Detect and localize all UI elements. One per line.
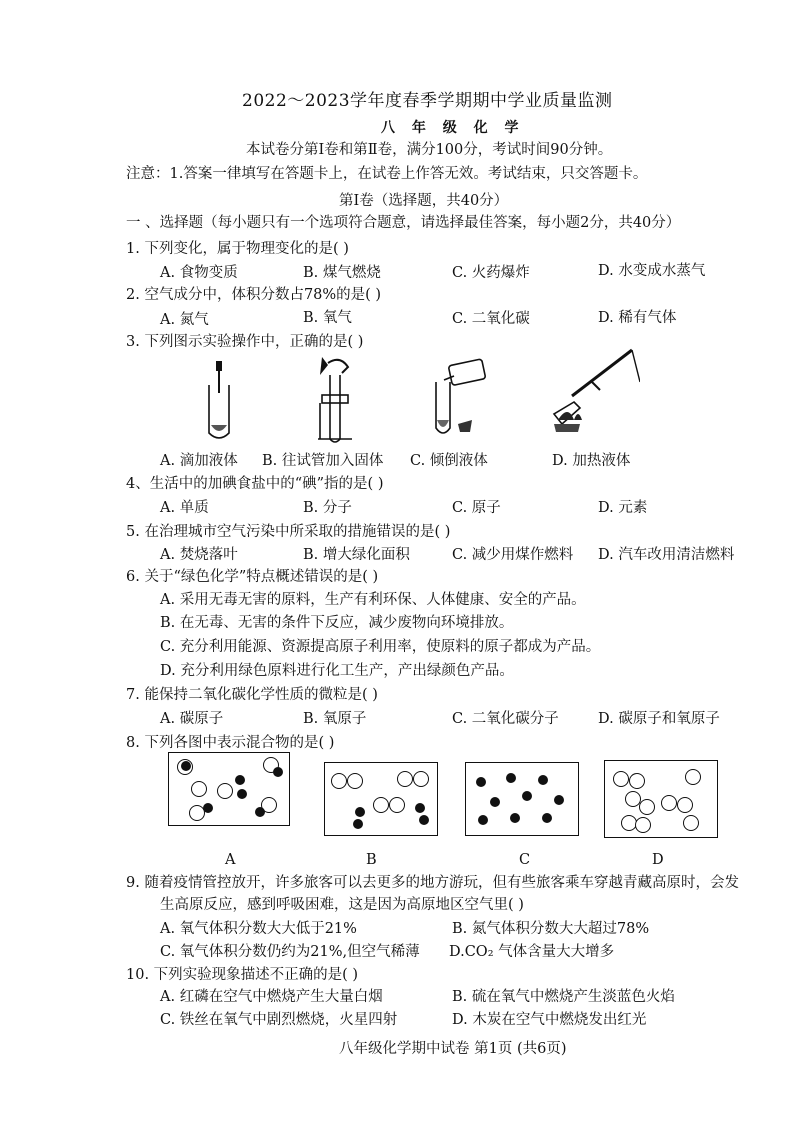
q3-option-b: B. 往试管加入固体: [262, 453, 384, 469]
molecule-box-b: [324, 762, 438, 836]
q8-label-a: A: [225, 852, 236, 868]
q5-option-c: C. 减少用煤作燃料: [452, 547, 574, 563]
q6-stem: 6. 关于“绿色化学”特点概述错误的是( ): [126, 569, 379, 585]
q8-stem: 8. 下列各图中表示混合物的是( ): [126, 735, 335, 751]
q9-stem-line2: 生高原反应，感到呼吸困难，这是因为高原地区空气里( ): [160, 897, 524, 913]
heating-liquid-illustration: [548, 346, 640, 432]
q7-option-d: D. 碳原子和氧原子: [598, 711, 720, 727]
q10-option-d: D. 木炭在空气中燃烧发出红光: [452, 1012, 647, 1028]
q5-option-d: D. 汽车改用清洁燃料: [598, 547, 735, 563]
molecule-box-d: [604, 760, 718, 838]
q6-option-d: D. 充分利用绿色原料进行化工生产，产出绿颜色产品。: [160, 663, 514, 679]
page-footer: 八年级化学期中试卷 第1页 (共6页): [339, 1041, 567, 1057]
section-instruction: 一 、选择题（每小题只有一个选项符合题意，请选择最佳答案，每小题2分，共40分）: [126, 215, 681, 231]
q9-option-a: A. 氧气体积分数大大低于21%: [160, 921, 357, 937]
q2-option-a: A. 氮气: [160, 312, 209, 328]
subject-title: 八 年 级 化 学: [381, 120, 525, 136]
q7-option-c: C. 二氧化碳分子: [452, 711, 559, 727]
q2-option-c: C. 二氧化碳: [452, 311, 530, 327]
q5-option-a: A. 焚烧落叶: [160, 547, 238, 563]
exam-title: 2022～2023学年度春季学期期中学业质量监测: [242, 91, 613, 111]
q10-option-a: A. 红磷在空气中燃烧产生大量白烟: [160, 989, 383, 1005]
q4-option-c: C. 原子: [452, 500, 501, 516]
q8-label-b: B: [366, 852, 377, 868]
q1-option-a: A. 食物变质: [160, 265, 238, 281]
molecule-box-a: [168, 752, 290, 826]
q6-option-c: C. 充分利用能源、资源提高原子利用率，使原料的原子都成为产品。: [160, 639, 601, 655]
q8-label-c: C: [519, 852, 531, 868]
q1-stem: 1. 下列变化，属于物理变化的是( ): [126, 241, 349, 257]
q9-option-c: C. 氧气体积分数仍约为21%,但空气稀薄: [160, 944, 420, 960]
q3-option-a: A. 滴加液体: [160, 453, 238, 469]
q4-option-a: A. 单质: [160, 500, 209, 516]
q10-option-c: C. 铁丝在氧气中剧烈燃烧，火星四射: [160, 1012, 398, 1028]
q1-option-c: C. 火药爆炸: [452, 265, 530, 281]
q10-stem: 10. 下列实验现象描述不正确的是( ): [126, 967, 359, 983]
q2-option-d: D. 稀有气体: [598, 310, 677, 326]
q1-option-d: D. 水变成水蒸气: [598, 263, 706, 279]
q3-option-c: C. 倾倒液体: [410, 453, 488, 469]
q8-label-d: D: [652, 852, 664, 868]
q9-option-b: B. 氮气体积分数大大超过78%: [452, 921, 650, 937]
q9-stem-line1: 9. 随着疫情管控放开，许多旅客可以去更多的地方游玩，但有些旅客乘车穿越青藏高原时，会发: [126, 875, 739, 891]
q10-option-b: B. 硫在氧气中燃烧产生淡蓝色火焰: [452, 989, 675, 1005]
exam-info: 本试卷分第Ⅰ卷和第Ⅱ卷，满分100分，考试时间90分钟。: [246, 142, 613, 158]
notice: 注意：1.答案一律填写在答题卡上，在试卷上作答无效。考试结束，只交答题卡。: [126, 166, 648, 182]
q5-stem: 5. 在治理城市空气污染中所采取的措施错误的是( ): [126, 524, 451, 540]
q3-option-d: D. 加热液体: [552, 453, 631, 469]
q4-option-b: B. 分子: [303, 500, 352, 516]
q7-option-a: A. 碳原子: [160, 711, 224, 727]
molecule-box-c: [465, 762, 579, 836]
q7-stem: 7. 能保持二氧化碳化学性质的微粒是( ): [126, 687, 378, 703]
q6-option-a: A. 采用无毒无害的原料，生产有利环保、人体健康、安全的产品。: [160, 592, 586, 608]
pouring-liquid-illustration: [428, 358, 493, 440]
dropper-test-tube-illustration: [200, 355, 240, 443]
q1-option-b: B. 煤气燃烧: [303, 265, 381, 281]
section-title: 第Ⅰ卷（选择题，共40分）: [339, 193, 509, 209]
q6-option-b: B. 在无毒、无害的条件下反应，减少废物向环境排放。: [160, 615, 514, 631]
q4-option-d: D. 元素: [598, 500, 648, 516]
q7-option-b: B. 氧原子: [303, 711, 367, 727]
q2-option-b: B. 氧气: [303, 310, 352, 326]
q5-option-b: B. 增大绿化面积: [303, 547, 410, 563]
q3-stem: 3. 下列图示实验操作中，正确的是( ): [126, 334, 364, 350]
q9-option-d: D.CO₂ 气体含量大大增多: [449, 944, 615, 960]
adding-solid-illustration: [308, 355, 358, 445]
q4-stem: 4、生活中的加碘食盐中的“碘”指的是( ): [126, 476, 384, 492]
q2-stem: 2. 空气成分中，体积分数占78%的是( ): [126, 287, 382, 303]
